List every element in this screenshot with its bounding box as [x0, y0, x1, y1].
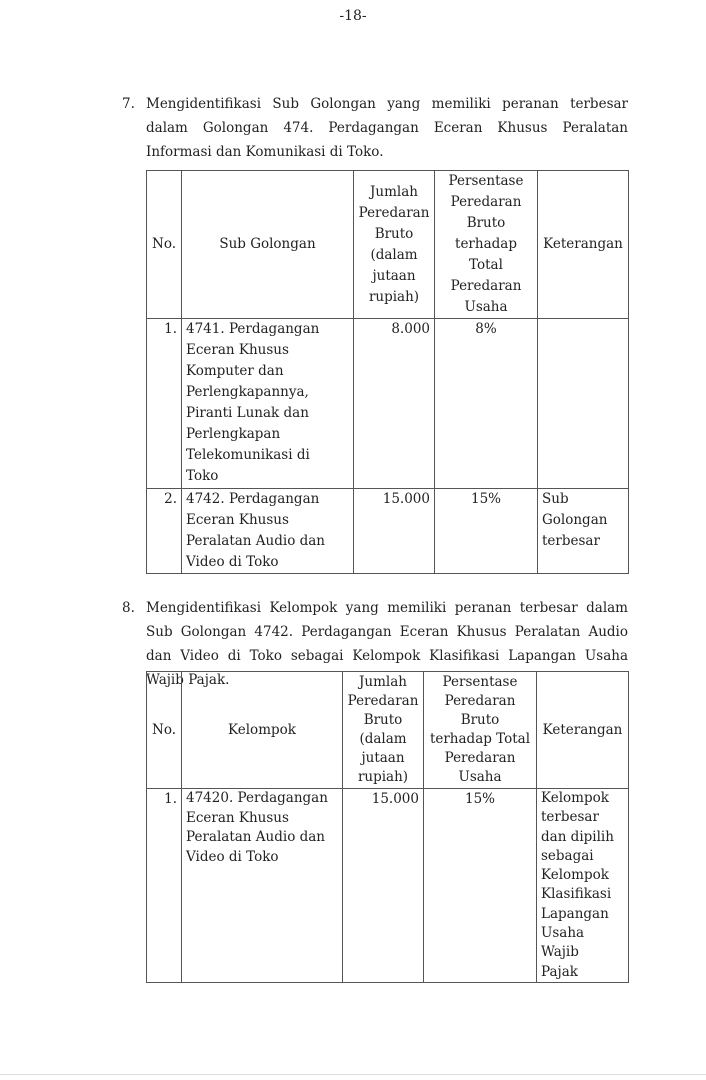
- header-persentase: Persentase Peredaran Bruto terhadap Total Peredaran Usaha: [435, 171, 538, 319]
- cell-persentase: 15%: [435, 489, 538, 574]
- cell-sub-golongan: 4741. Perdagangan Eceran Khusus Komputer dan Perlengkapannya, Piranti Lunak dan Perlengkapan Telekomunikasi di Toko: [182, 319, 354, 489]
- cell-kelompok: 47420. Perdagangan Eceran Khusus Peralatan Audio dan Video di Toko: [182, 789, 343, 983]
- kelompok-table: [146, 671, 629, 983]
- header-jumlah: Jumlah Peredaran Bruto (dalam jutaan rupiah): [343, 672, 424, 789]
- header-persentase: Persentase Peredaran Bruto terhadap Total Peredaran Usaha: [424, 672, 537, 789]
- cell-no: 1.: [147, 789, 182, 983]
- header-keterangan: Keterangan: [537, 672, 629, 789]
- cell-jumlah: 8.000: [354, 319, 435, 489]
- section-8-number: 8.: [122, 600, 135, 616]
- section-7-text: Mengidentifikasi Sub Golongan yang memiliki peranan terbesar dalam Golongan 474. Perdagangan Eceran Khusus Peralatan Informasi dan Komunikasi di Toko.: [146, 96, 628, 160]
- table-row: [147, 489, 629, 574]
- table-header-row: [147, 171, 629, 319]
- header-no: No.: [147, 171, 182, 319]
- cell-keterangan: Sub Golongan terbesar: [538, 489, 629, 574]
- cell-jumlah: 15.000: [343, 789, 424, 983]
- header-no: No.: [147, 672, 182, 789]
- cell-no: 2.: [147, 489, 182, 574]
- section-7-paragraph: [122, 92, 628, 164]
- page-bottom-edge: [0, 1074, 706, 1075]
- header-kelompok: Kelompok: [182, 672, 343, 789]
- cell-keterangan: [538, 319, 629, 489]
- page-number: -18-: [339, 8, 367, 24]
- header-keterangan: Keterangan: [538, 171, 629, 319]
- section-8-text: Mengidentifikasi Kelompok yang memiliki peranan terbesar dalam Sub Golongan 4742. Perdagangan Eceran Khusus Peralatan Audio dan Video di Toko sebagai Kelompok Klasifikasi Lapangan Usaha Wajib Pajak.: [146, 600, 628, 688]
- table-row: [147, 319, 629, 489]
- header-jumlah: Jumlah Peredaran Bruto (dalam jutaan rupiah): [354, 171, 435, 319]
- sub-golongan-table: [146, 170, 629, 574]
- header-sub-golongan: Sub Golongan: [182, 171, 354, 319]
- table-header-row: [147, 672, 629, 789]
- table-row: [147, 789, 629, 983]
- cell-persentase: 15%: [424, 789, 537, 983]
- cell-keterangan: Kelompok terbesar dan dipilih sebagai Kelompok Klasifikasi Lapangan Usaha Wajib Pajak: [537, 789, 629, 983]
- cell-no: 1.: [147, 319, 182, 489]
- cell-jumlah: 15.000: [354, 489, 435, 574]
- cell-sub-golongan: 4742. Perdagangan Eceran Khusus Peralatan Audio dan Video di Toko: [182, 489, 354, 574]
- section-7-number: 7.: [122, 96, 135, 112]
- cell-persentase: 8%: [435, 319, 538, 489]
